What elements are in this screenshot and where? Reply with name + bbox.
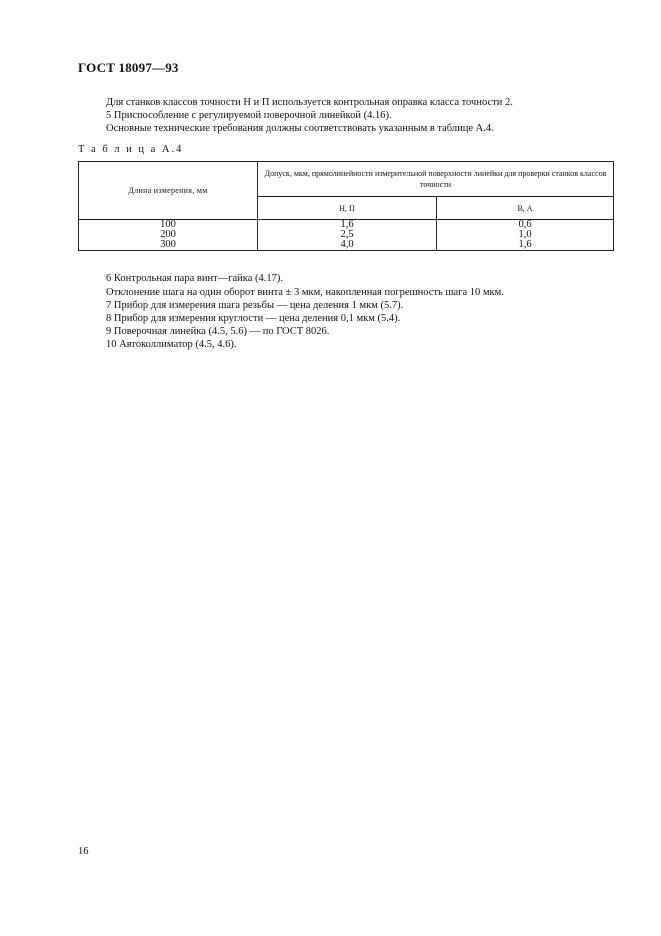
- item-9: 9 Поверочная линейка (4.5, 5.6) — по ГОСТ 8026.: [106, 326, 330, 337]
- length-value: 100: [160, 219, 176, 230]
- length-value: 200: [160, 229, 176, 240]
- table-row: [79, 220, 614, 251]
- length-column: [79, 220, 258, 251]
- header-class-np: Н, П: [258, 197, 437, 220]
- page-number: 16: [78, 846, 89, 857]
- va-value: 1,0: [518, 229, 532, 240]
- np-value: 4,0: [340, 239, 354, 250]
- header-tolerance: Допуск, мкм, прямолинейности измерительной поверхности линейки для проверки станков классов точности: [258, 162, 614, 197]
- intro-paragraph-2: 5 Приспособление с регулируемой поверочной линейкой (4.16).: [106, 110, 392, 121]
- header-class-va: В, А: [437, 197, 614, 220]
- va-value: 1,6: [518, 239, 532, 250]
- np-value: 2,5: [340, 229, 354, 240]
- header-measurement-length: Длина измерения, мм: [79, 162, 258, 220]
- item-8: 8 Прибор для измерения круглости — цена деления 0,1 мкм (5.4).: [106, 313, 401, 324]
- item-7: 7 Прибор для измерения шага резьбы — цена деления 1 мкм (5.7).: [106, 300, 404, 311]
- table-caption: Т а б л и ц а А.4: [78, 144, 184, 155]
- np-column: [258, 220, 437, 251]
- np-value: 1,6: [340, 219, 354, 230]
- item-10: 10 Автоколлиматор (4.5, 4.6).: [106, 339, 237, 350]
- item-6-note: Отклонение шага на один оборот винта ± 3 мкм, накопленная погрешность шага 10 мкм.: [106, 287, 504, 298]
- tolerance-table: [78, 161, 614, 251]
- item-6: 6 Контрольная пара винт—гайка (4.17).: [106, 273, 283, 284]
- va-column: [437, 220, 614, 251]
- intro-paragraph-1: Для станков классов точности Н и П используется контрольная оправка класса точности 2.: [106, 97, 513, 108]
- va-value: 0,6: [518, 219, 532, 230]
- intro-paragraph-3: Основные технические требования должны соответствовать указанным в таблице А.4.: [106, 123, 494, 134]
- document-header: ГОСТ 18097—93: [78, 60, 179, 75]
- length-value: 300: [160, 239, 176, 250]
